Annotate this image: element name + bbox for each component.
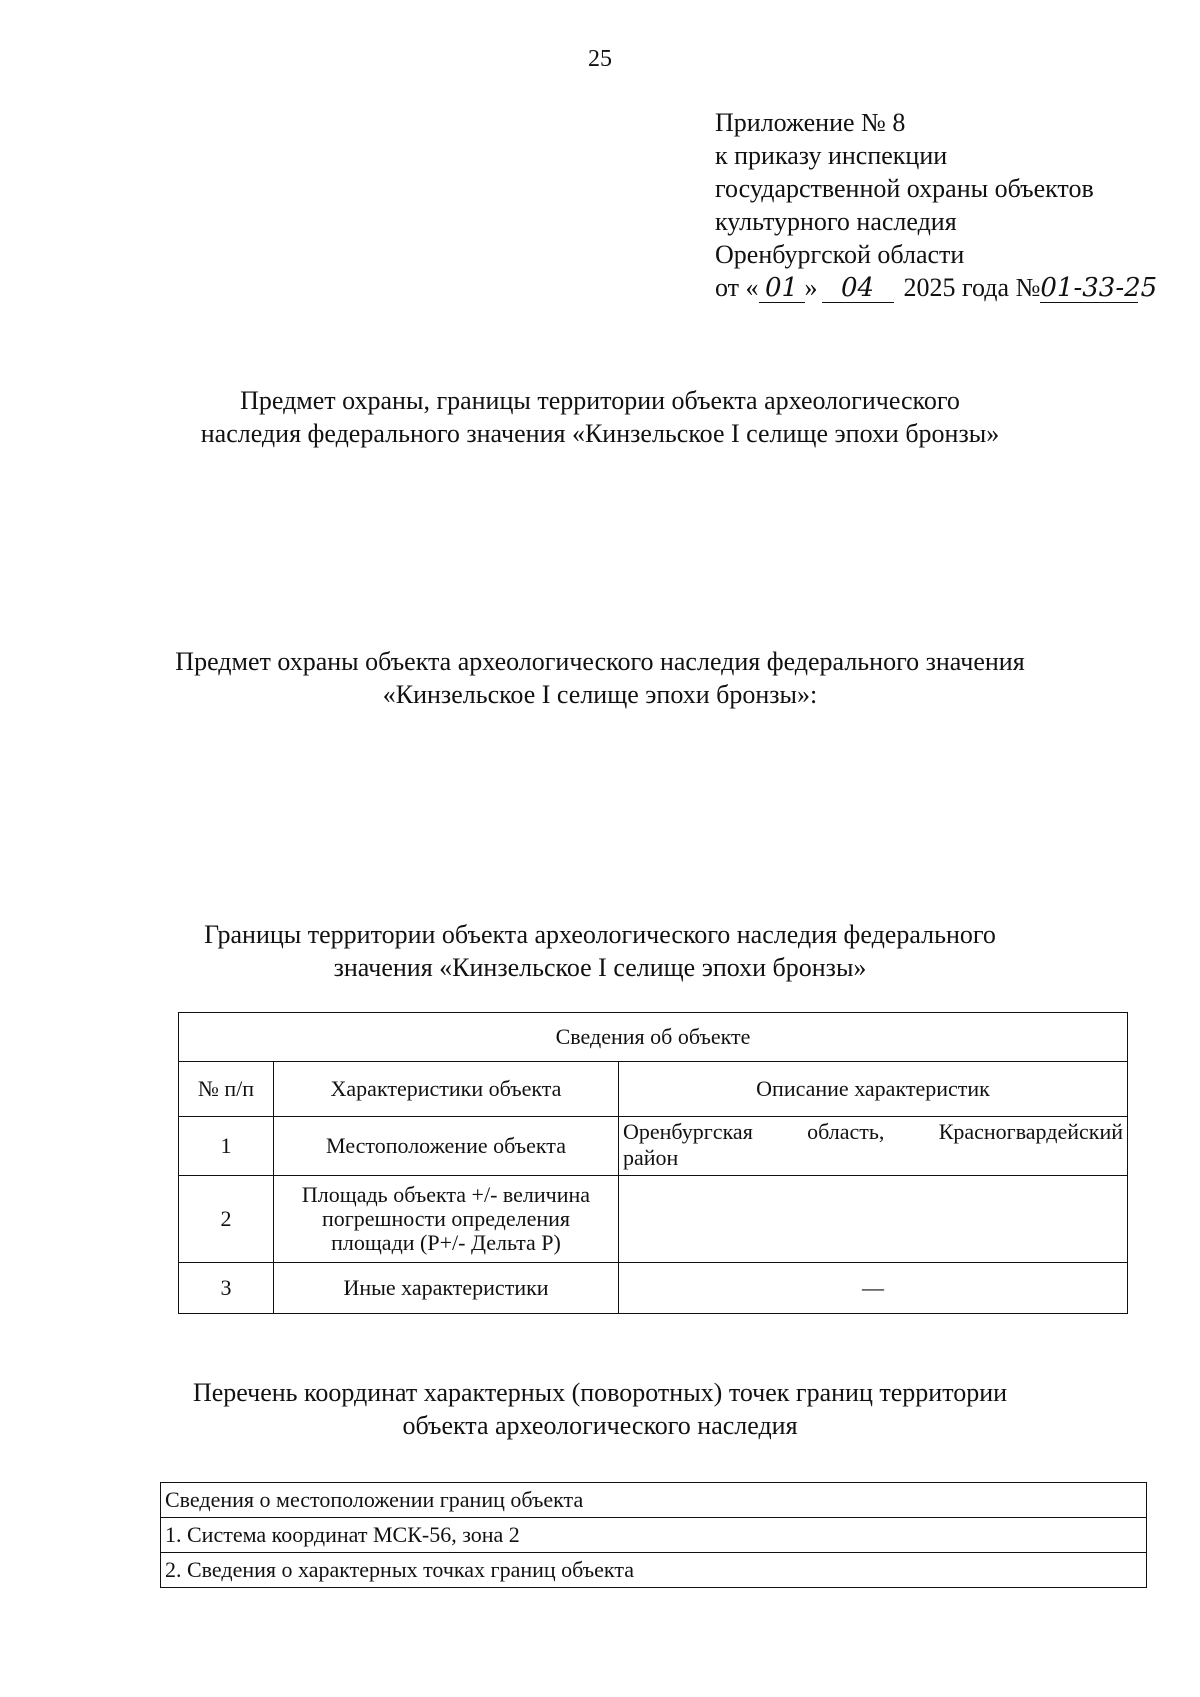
borders-heading-line: Границы территории объекта археологического наследия федерального <box>204 920 996 949</box>
description-line: район <box>623 1145 679 1170</box>
table-row <box>161 1553 1147 1588</box>
annex-line: культурного наследия <box>715 207 957 236</box>
main-heading-line: наследия федерального значения «Кинзельское I селище эпохи бронзы» <box>200 419 1000 448</box>
column-header-number: № п/п <box>179 1062 274 1117</box>
handwritten-order-number: 01-33-25 <box>1040 273 1158 303</box>
annex-line: к приказу инспекции <box>715 141 948 170</box>
table-row <box>161 1518 1147 1553</box>
row-characteristic: Иные характеристики <box>274 1263 619 1314</box>
annex-line: Оренбургской области <box>715 240 965 269</box>
characteristic-line: площади (Р+/- Дельта Р) <box>331 1230 561 1255</box>
handwritten-day: 01 <box>759 274 805 303</box>
column-header-characteristic: Характеристики объекта <box>274 1062 619 1117</box>
coords-row-text: 1. Система координат МСК-56, зона 2 <box>161 1518 1147 1553</box>
row-description <box>619 1176 1128 1263</box>
coords-row-text: Сведения о местоположении границ объекта <box>161 1483 1147 1518</box>
subject-heading-line: Предмет охраны объекта археологического наследия федерального значения <box>175 647 1025 676</box>
coords-info-table <box>160 1482 1147 1588</box>
main-heading <box>0 384 1200 450</box>
coords-row-text: 2. Сведения о характерных точках границ объекта <box>161 1553 1147 1588</box>
row-characteristic: Местоположение объекта <box>274 1117 619 1176</box>
borders-heading <box>0 918 1200 984</box>
table-caption: Сведения об объекте <box>179 1013 1128 1062</box>
row-number: 2 <box>179 1176 274 1263</box>
row-characteristic <box>274 1176 619 1263</box>
coords-heading <box>0 1376 1200 1442</box>
annex-title: Приложение № 8 <box>715 108 906 137</box>
date-prefix: от « <box>715 273 759 302</box>
row-description <box>619 1117 1128 1176</box>
main-heading-line: Предмет охраны, границы территории объекта археологического <box>240 386 960 415</box>
table-row <box>179 1117 1128 1176</box>
annex-header <box>715 106 1158 304</box>
quote-close: » <box>804 273 818 302</box>
page-number: 25 <box>588 46 612 72</box>
table-row <box>161 1483 1147 1518</box>
annex-line: государственной охраны объектов <box>715 174 1094 203</box>
coords-heading-line: объекта археологического наследия <box>402 1411 798 1440</box>
row-number: 3 <box>179 1263 274 1314</box>
table-row <box>179 1263 1128 1314</box>
year-text: 2025 года № <box>903 273 1041 302</box>
coords-heading-line: Перечень координат характерных (поворотных) точек границ территории <box>192 1378 1008 1407</box>
object-info-table <box>178 1012 1128 1314</box>
column-header-description: Описание характеристик <box>619 1062 1128 1117</box>
annex-date-line <box>715 271 1158 304</box>
row-description: — <box>619 1263 1128 1314</box>
table-row <box>179 1176 1128 1263</box>
subject-heading-line: «Кинзельское I селище эпохи бронзы»: <box>382 680 818 709</box>
handwritten-month: 04 <box>822 274 894 303</box>
borders-heading-line: значения «Кинзельское I селище эпохи бронзы» <box>333 953 867 982</box>
subject-heading <box>0 645 1200 711</box>
description-line: Оренбургская область, Красногвардейский <box>623 1119 1123 1144</box>
row-number: 1 <box>179 1117 274 1176</box>
characteristic-line: погрешности определения <box>321 1206 571 1231</box>
characteristic-line: Площадь объекта +/- величина <box>301 1182 591 1207</box>
